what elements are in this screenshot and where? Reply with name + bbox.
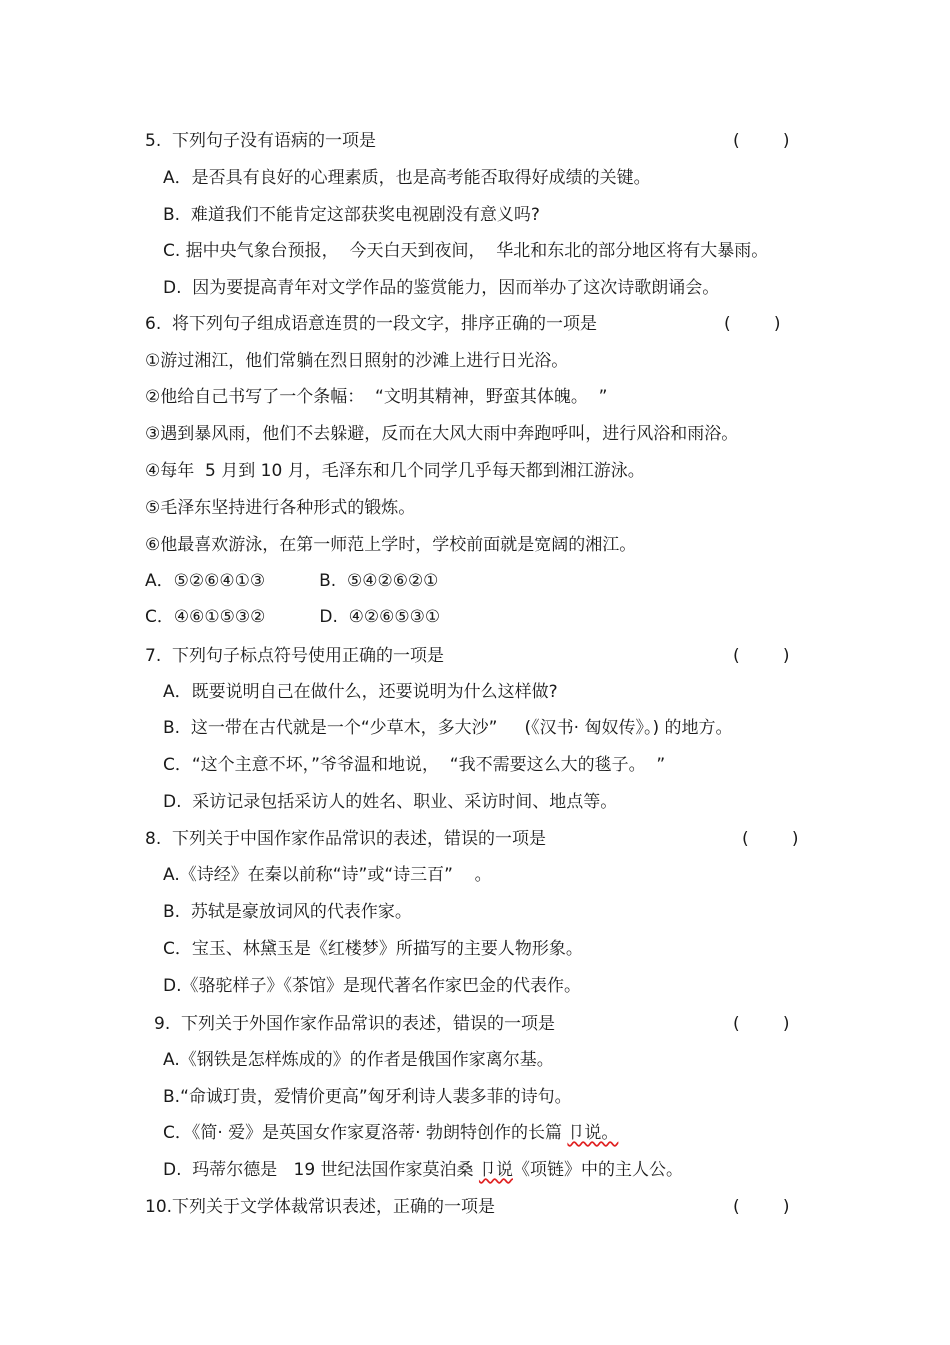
option-9d-text: D. 玛蒂尔德是 19 世纪法国作家莫泊桑 [163, 1160, 479, 1180]
option-9c-text: C．《简· 爱》是英国女作家夏洛蒂· 勃朗特创作的长篇 [163, 1123, 568, 1143]
option-7c: C．“这个主意不坏，”爷爷温和地说， “我不需要这么大的毯子。 ” [163, 755, 666, 775]
option-5d: D. 因为要提高青年对文学作品的鉴赏能力，因而举办了这次诗歌朗诵会。 [163, 278, 720, 298]
spellcheck-mark-9d: 卩说 [478, 1160, 513, 1180]
option-5c: C. 据中央气象台预报， 今天白天到夜间， 华北和东北的部分地区将有大暴雨。 [163, 241, 769, 261]
question-5-stem: 5. 下列句子没有语病的一项是 [145, 131, 377, 151]
option-8d: D.《骆驼样子》《茶馆》是现代著名作家巴金的代表作。 [163, 976, 581, 996]
answer-paren-7: ( ) [733, 646, 790, 666]
spellcheck-mark-9c: 卩说。 [567, 1123, 619, 1143]
option-7b: B. 这一带在古代就是一个“少草木，多大沙” (《汉书· 匈奴传》。) 的地方。 [163, 718, 733, 738]
option-8b: B. 苏轼是豪放词风的代表作家。 [163, 902, 412, 922]
question-7-stem: 7. 下列句子标点符号使用正确的一项是 [145, 646, 445, 666]
question-6-stem: 6. 将下列句子组成语意连贯的一段文字，排序正确的一项是 [145, 314, 598, 334]
answer-paren-5: ( ) [733, 131, 790, 151]
option-9c [163, 1122, 618, 1144]
question-10-stem: 10.下列关于文学体裁常识表述，正确的一项是 [145, 1197, 496, 1217]
option-8a: A.《诗经》在秦以前称“诗”或“诗三百” 。 [163, 865, 492, 885]
sentence-1: ①游过湘江，他们常躺在烈日照射的沙滩上进行日光浴。 [145, 351, 569, 371]
answer-paren-10: ( ) [733, 1197, 790, 1217]
option-9a: A.《钢铁是怎样炼成的》的作者是俄国作家离尔基。 [163, 1050, 554, 1070]
option-5a: A．是否具有良好的心理素质，也是高考能否取得好成绩的关键。 [163, 168, 651, 188]
option-6ab: A．⑤②⑥④①③ B. ⑤④②⑥②① [145, 571, 439, 591]
sentence-4: ④每年 5 月到 10 月，毛泽东和几个同学几乎每天都到湘江游泳。 [145, 461, 645, 481]
sentence-5: ⑤毛泽东坚持进行各种形式的锻炼。 [145, 498, 416, 518]
question-8-stem: 8. 下列关于中国作家作品常识的表述，错误的一项是 [145, 829, 547, 849]
option-8c: C．宝玉、林黛玉是《红楼梦》所描写的主要人物形象。 [163, 939, 583, 959]
answer-paren-9: ( ) [733, 1014, 790, 1034]
option-9b: B.“命诚玎贵，爱情价更高”匈牙利诗人裴多菲的诗句。 [163, 1087, 572, 1107]
option-7d: D. 采访记录包括采访人的姓名、职业、采访时间、地点等。 [163, 792, 618, 812]
sentence-2: ②他给自己书写了一个条幅： “文明其精神，野蛮其体魄。 ” [145, 387, 608, 407]
option-6cd: C．④⑥①⑤③② D. ④②⑥⑤③① [145, 607, 441, 627]
answer-paren-8: ( ) [742, 829, 799, 849]
sentence-6: ⑥他最喜欢游泳，在第一师范上学时，学校前面就是宽阔的湘江。 [145, 535, 637, 555]
option-9d-tail: 《项链》中的主人公。 [512, 1160, 683, 1180]
option-5b: B. 难道我们不能肯定这部获奖电视剧没有意义吗? [163, 205, 540, 225]
question-9-stem: 9. 下列关于外国作家作品常识的表述，错误的一项是 [154, 1014, 556, 1034]
option-9d [163, 1159, 683, 1181]
option-7a: A．既要说明自己在做什么，还要说明为什么这样做? [163, 682, 558, 702]
sentence-3: ③遇到暴风雨，他们不去躲避，反而在大风大雨中奔跑呼叫，进行风浴和雨浴。 [145, 424, 739, 444]
answer-paren-6: ( ) [724, 314, 781, 334]
